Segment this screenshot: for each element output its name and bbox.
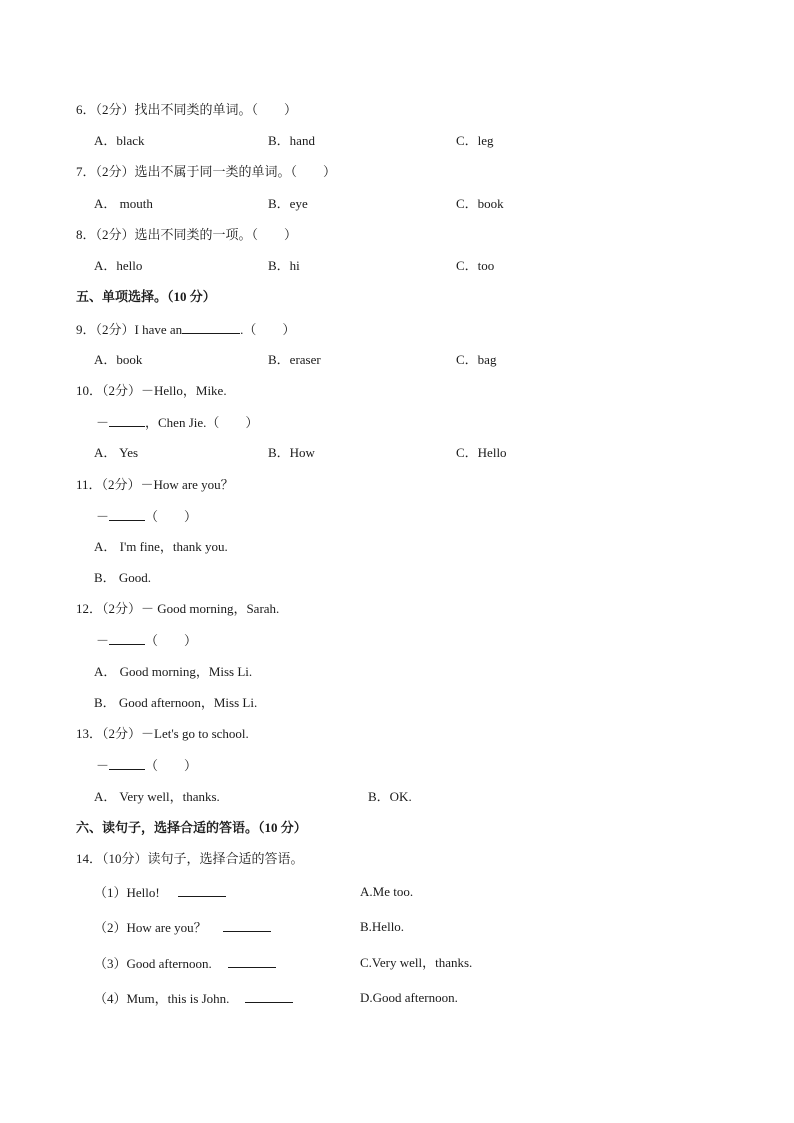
question-9-stem-prefix: 9．（2分）I have an: [76, 322, 183, 337]
question-9-option-b[interactable]: B．eraser: [268, 352, 321, 367]
section-6-title: 六、读句子，选择合适的答语。（10 分）: [76, 820, 307, 835]
question-9-stem-suffix: .（ ）: [240, 322, 296, 337]
question-11-option-a[interactable]: A． I'm fine，thank you.: [94, 539, 228, 554]
question-12-stem: 12．（2分）－ Good morning，Sarah.: [76, 601, 280, 616]
matching-item-label: （3）Good afternoon.: [94, 956, 212, 971]
answer-blank[interactable]: [178, 884, 226, 897]
question-9-option-a[interactable]: A．book: [94, 352, 143, 367]
matching-answer-a: A.Me too.: [360, 884, 414, 899]
matching-item-label: （1）Hello!: [94, 885, 160, 900]
matching-answer-b: B.Hello.: [360, 919, 405, 934]
matching-item-2: [94, 919, 271, 936]
answer-blank[interactable]: [182, 321, 240, 334]
question-12-reply: [96, 632, 197, 649]
answer-blank[interactable]: [109, 632, 145, 645]
matching-item-label: （4）Mum，this is John.: [94, 991, 230, 1006]
question-9-stem: [76, 321, 295, 338]
reply-prefix: －: [96, 509, 110, 524]
question-11-option-b[interactable]: B． Good.: [94, 570, 152, 585]
question-13-option-b[interactable]: B．OK.: [368, 789, 412, 804]
matching-answer-c: C.Very well，thanks.: [360, 955, 473, 970]
question-7-stem: 7．（2分）选出不属于同一类的单词。（ ）: [76, 164, 337, 179]
reply-suffix: （ ）: [145, 758, 198, 773]
question-10-reply: [96, 414, 258, 431]
answer-blank[interactable]: [109, 757, 145, 770]
answer-blank[interactable]: [109, 508, 145, 521]
question-13-option-a[interactable]: A． Very well，thanks.: [94, 789, 220, 804]
question-12-option-b[interactable]: B． Good afternoon，Miss Li.: [94, 695, 258, 710]
question-14-stem: 14．（10分）读句子，选择合适的答语。: [76, 851, 304, 866]
question-10-option-a[interactable]: A． Yes: [94, 445, 139, 460]
matching-answer-d: D.Good afternoon.: [360, 990, 458, 1005]
reply-suffix: （ ）: [145, 633, 198, 648]
question-8-option-a[interactable]: A．hello: [94, 258, 143, 273]
question-12-option-a[interactable]: A． Good morning，Miss Li.: [94, 664, 253, 679]
question-8-option-c[interactable]: C．too: [456, 258, 495, 273]
reply-prefix: －: [96, 758, 110, 773]
question-6-option-a[interactable]: A．black: [94, 133, 145, 148]
question-6-option-c[interactable]: C．leg: [456, 133, 494, 148]
question-9-option-c[interactable]: C．bag: [456, 352, 497, 367]
answer-blank[interactable]: [245, 990, 293, 1003]
question-6-option-b[interactable]: B．hand: [268, 133, 315, 148]
question-6-stem: 6．（2分）找出不同类的单词。（ ）: [76, 102, 298, 117]
reply-prefix: －: [96, 415, 110, 430]
matching-item-4: [94, 990, 293, 1007]
question-10-option-b[interactable]: B．How: [268, 445, 315, 460]
question-8-option-b[interactable]: B．hi: [268, 258, 300, 273]
reply-suffix: （ ）: [145, 509, 198, 524]
question-7-option-c[interactable]: C．book: [456, 196, 504, 211]
reply-prefix: －: [96, 633, 110, 648]
reply-suffix: ，Chen Jie.（ ）: [145, 415, 259, 430]
answer-blank[interactable]: [223, 919, 271, 932]
question-7-option-b[interactable]: B．eye: [268, 196, 308, 211]
matching-item-label: （2）How are you？: [94, 920, 207, 935]
question-10-option-c[interactable]: C．Hello: [456, 445, 507, 460]
question-7-option-a[interactable]: A． mouth: [94, 196, 153, 211]
question-10-stem: 10．（2分）－Hello，Mike.: [76, 383, 227, 398]
question-13-stem: 13．（2分）－Let's go to school.: [76, 726, 249, 741]
matching-item-3: [94, 955, 276, 972]
question-11-reply: [96, 508, 197, 525]
question-13-reply: [96, 757, 197, 774]
answer-blank[interactable]: [228, 955, 276, 968]
matching-item-1: [94, 884, 226, 901]
section-5-title: 五、单项选择。（10 分）: [76, 289, 216, 304]
question-11-stem: 11．（2分）－How are you？: [76, 477, 234, 492]
question-8-stem: 8．（2分）选出不同类的一项。（ ）: [76, 227, 298, 242]
answer-blank[interactable]: [109, 414, 145, 427]
